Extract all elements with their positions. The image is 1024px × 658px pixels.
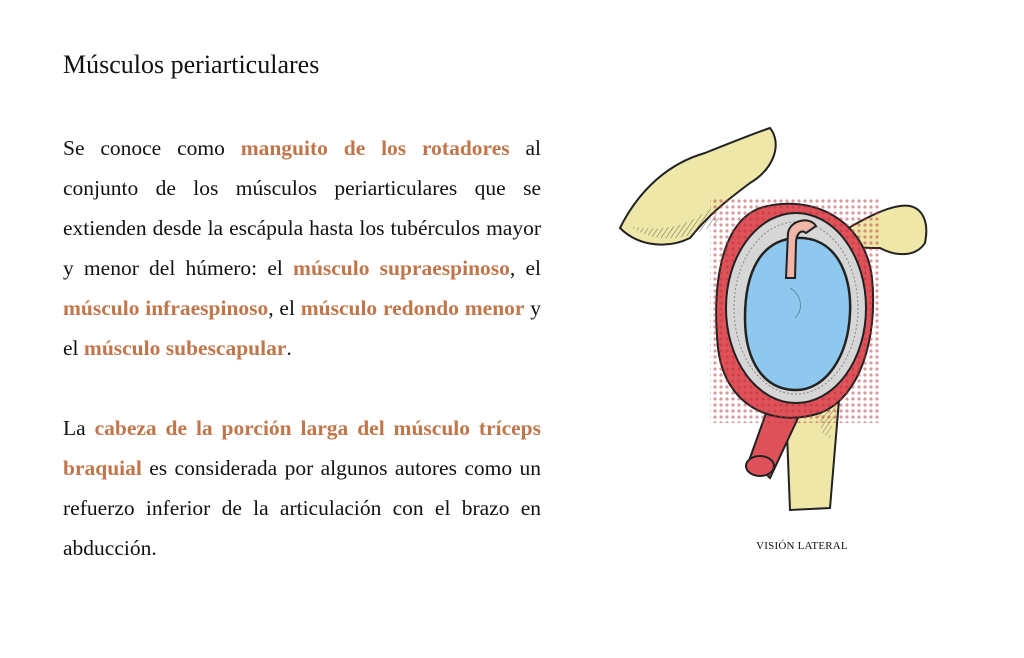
text-segment: es considerada por algunos autores como un refuerzo inferior de la articulación con el brazo en abducción. (63, 456, 541, 560)
text-segment: , el (509, 256, 541, 280)
text-segment: Se conoce como (63, 136, 241, 160)
link-manguito-rotadores[interactable]: manguito de los rotadores (240, 136, 510, 160)
text-segment: y el (63, 296, 541, 360)
link-musculo-subescapular[interactable]: músculo subescapular (83, 336, 287, 360)
glenoid-cavity (745, 238, 850, 390)
paragraph-rotator-cuff (63, 128, 541, 368)
text-segment: al conjunto de los músculos periarticulares que se extienden desde la escápula hasta los tubérculos mayor y menor del húmero: el (63, 136, 541, 280)
shoulder-lateral-illustration (610, 108, 940, 518)
link-triceps-braquial[interactable]: cabeza de la porción larga del músculo tríceps braquial (63, 416, 541, 480)
paragraph-triceps (63, 408, 541, 568)
text-segment: La (63, 416, 95, 440)
text-segment: , el (268, 296, 301, 320)
body-text (63, 128, 541, 568)
text-segment: . (286, 336, 292, 360)
page-title: Músculos periarticulares (63, 50, 320, 79)
link-musculo-infraespinoso[interactable]: músculo infraespinoso (63, 296, 269, 320)
link-musculo-supraespinoso[interactable]: músculo supraespinoso (293, 256, 510, 280)
figure-caption: VISIÓN LATERAL (756, 540, 848, 552)
link-musculo-redondo-menor[interactable]: músculo redondo menor (300, 296, 525, 320)
